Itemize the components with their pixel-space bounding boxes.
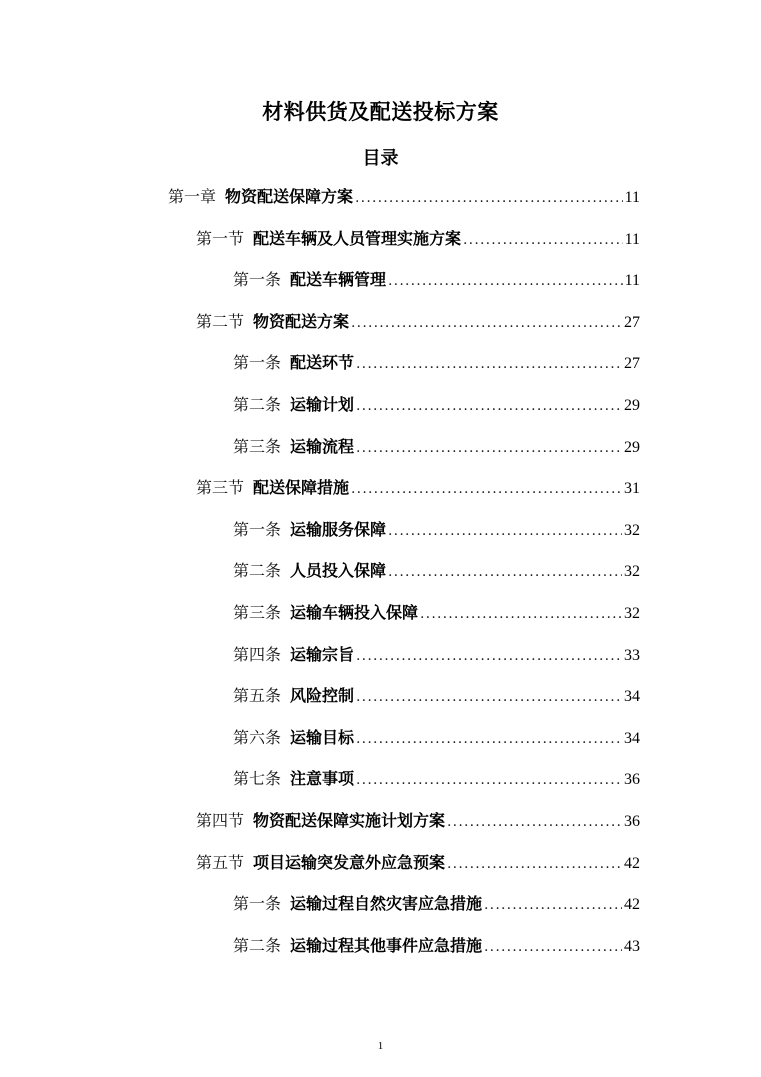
toc-entry-page: 32 <box>624 605 640 622</box>
toc-dot-leader <box>388 268 623 294</box>
toc-dot-leader <box>351 310 622 336</box>
toc-entry-page: 11 <box>624 189 640 206</box>
toc-entry[interactable] <box>196 226 640 252</box>
toc-dot-leader <box>447 851 622 877</box>
toc-dot-leader <box>356 767 622 793</box>
toc-entry-number: 第三条 <box>233 436 282 456</box>
toc-dot-leader <box>388 518 622 544</box>
toc-entry-number: 第二条 <box>233 395 282 414</box>
toc-entry-title: 运输过程其他事件应急措施 <box>290 935 483 955</box>
toc-entry-title: 人员投入保障 <box>290 561 387 581</box>
toc-entry[interactable] <box>233 766 640 792</box>
toc-entry[interactable] <box>233 434 640 460</box>
toc-entry-number: 第一条 <box>233 894 282 914</box>
toc-entry-number: 第三节 <box>196 478 245 498</box>
toc-entry-page: 33 <box>624 646 640 664</box>
toc-dot-leader <box>356 726 622 752</box>
toc-entry-number: 第三条 <box>233 603 282 622</box>
toc-entry[interactable] <box>233 558 640 584</box>
toc-entry-title: 物资配送保障实施计划方案 <box>253 811 446 830</box>
toc-entry-number: 第五条 <box>233 686 282 706</box>
toc-entry[interactable] <box>233 267 640 293</box>
toc-entry-page: 32 <box>624 521 640 539</box>
toc-entry-number: 第一节 <box>196 228 245 248</box>
toc-entry-number: 第四节 <box>196 811 245 830</box>
toc-entry-page: 36 <box>624 813 640 830</box>
toc-entry-title: 运输流程 <box>290 436 355 456</box>
toc-entry-number: 第四条 <box>233 644 282 664</box>
toc-entry-title: 注意事项 <box>290 769 355 789</box>
toc-entry[interactable] <box>196 808 640 834</box>
toc-entry-number: 第二条 <box>233 561 282 581</box>
toc-dot-leader <box>351 476 622 502</box>
toc-entry-number: 第五节 <box>196 852 245 872</box>
toc-entry-title: 物资配送保障方案 <box>225 187 354 206</box>
toc-entry-page: 29 <box>624 438 640 456</box>
toc-entry-title: 物资配送方案 <box>253 311 350 331</box>
toc-entry[interactable] <box>233 392 640 418</box>
toc-entry-page: 31 <box>624 480 640 498</box>
toc-entry-title: 配送保障措施 <box>253 478 350 498</box>
toc-entry-page: 11 <box>624 272 640 290</box>
toc-dot-leader <box>356 351 622 377</box>
toc-entry-page: 36 <box>624 771 640 789</box>
toc-entry-title: 运输宗旨 <box>290 644 355 664</box>
toc-entry-title: 运输目标 <box>290 727 355 747</box>
toc-dot-leader <box>420 601 622 627</box>
toc-entry-number: 第二条 <box>233 935 282 955</box>
page-number: 1 <box>377 1040 384 1052</box>
toc-entry-number: 第一章 <box>168 187 217 206</box>
toc-entry-title: 项目运输突发意外应急预案 <box>253 852 446 872</box>
toc-entry[interactable] <box>196 850 640 876</box>
toc-entry-title: 运输计划 <box>290 395 355 414</box>
toc-entry-number: 第一条 <box>233 270 282 290</box>
toc-entry-title: 配送车辆管理 <box>290 270 387 290</box>
toc-dot-leader <box>463 227 623 253</box>
toc-entry-page: 11 <box>624 230 640 248</box>
toc-entry-page: 34 <box>624 729 640 747</box>
toc-entry-page: 27 <box>624 355 640 373</box>
toc-entry-number: 第六条 <box>233 727 282 747</box>
toc-entry-title: 运输过程自然灾害应急措施 <box>290 894 483 914</box>
toc-entry[interactable] <box>233 683 640 709</box>
document-title: 材料供货及配送投标方案 <box>262 100 499 124</box>
toc-entry[interactable] <box>233 350 640 376</box>
toc-entry[interactable] <box>196 309 640 335</box>
toc-entry-title: 风险控制 <box>290 686 355 706</box>
toc-entry-title: 运输车辆投入保障 <box>290 603 419 622</box>
toc-entry-number: 第一条 <box>233 519 282 539</box>
toc-entry-page: 32 <box>624 563 640 581</box>
toc-entry-page: 34 <box>624 688 640 706</box>
toc-entry[interactable] <box>233 891 640 917</box>
toc-dot-leader <box>356 684 622 710</box>
toc-heading: 目录 <box>362 148 399 169</box>
toc-entry[interactable] <box>233 725 640 751</box>
toc-dot-leader <box>356 643 622 669</box>
toc-entry-page: 29 <box>624 397 640 414</box>
toc-entry-number: 第七条 <box>233 769 282 789</box>
toc-entry-page: 42 <box>624 896 640 914</box>
toc-entry-title: 运输服务保障 <box>290 519 387 539</box>
toc-entry-number: 第一条 <box>233 353 282 373</box>
toc-dot-leader <box>484 934 622 960</box>
toc-entry[interactable] <box>233 517 640 543</box>
toc-entry[interactable] <box>233 600 640 626</box>
toc-entry[interactable] <box>168 184 640 210</box>
toc-entry[interactable] <box>196 475 640 501</box>
toc-dot-leader <box>356 435 622 461</box>
toc-entry-page: 27 <box>624 313 640 331</box>
toc-entry-number: 第二节 <box>196 311 245 331</box>
toc-entry[interactable] <box>233 642 640 668</box>
toc-dot-leader <box>355 185 623 211</box>
toc-entry-title: 配送车辆及人员管理实施方案 <box>253 228 462 248</box>
toc-dot-leader <box>356 393 622 419</box>
toc-dot-leader <box>388 559 622 585</box>
toc-dot-leader <box>447 809 622 835</box>
toc-entry-page: 43 <box>624 937 640 955</box>
toc-dot-leader <box>484 892 622 918</box>
toc-entry-page: 42 <box>624 854 640 872</box>
toc-entry-title: 配送环节 <box>290 353 355 373</box>
toc-entry[interactable] <box>233 933 640 959</box>
